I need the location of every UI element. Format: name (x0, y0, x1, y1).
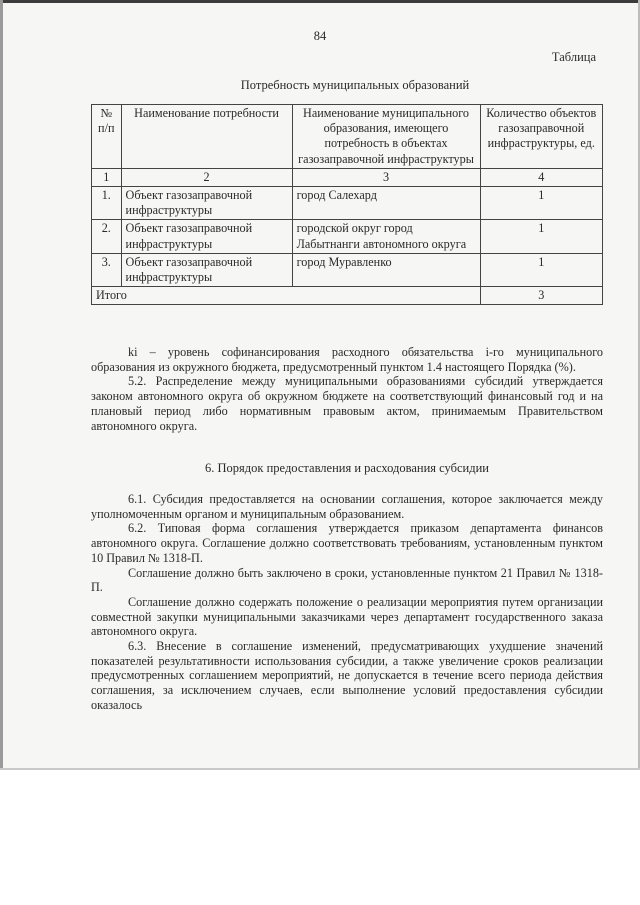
section-title: 6. Порядок предоставления и расходования субсидии (205, 461, 489, 475)
text-block-top (91, 345, 603, 433)
table-caption: Таблица (551, 50, 596, 64)
table-total-row (92, 287, 603, 305)
column-number: 4 (480, 168, 603, 186)
row-municipality: город Муравленко (292, 253, 480, 286)
paragraph-joint-purchase: Соглашение должно содержать положение о реализации мероприятия путем организации совместной закупки муниципальными заказчиками через департамент государственного заказа автономного округа. (91, 594, 603, 639)
column-number: 3 (292, 168, 480, 186)
row-need: Объект газозаправочной инфраструктуры (121, 187, 292, 220)
row-count: 1 (480, 220, 603, 253)
column-number-row (92, 168, 603, 186)
page-number: 84 (313, 29, 327, 43)
header-num: № п/п (92, 105, 122, 169)
row-num: 2. (92, 220, 122, 253)
header-municipality: Наименование муниципального образования, имеющего потребность в объектах газозаправочной инфраструктуры (292, 105, 480, 169)
table-row (92, 220, 603, 253)
scan-edge-bottom (0, 768, 640, 770)
table-title: Потребность муниципальных образований (240, 78, 470, 92)
needs-table (91, 104, 603, 305)
paragraph-coefficient: ki – уровень софинансирования расходного обязательства i-го муниципального образования из окружного бюджета, предусмотренный пунктом 1.4 настоящего Порядка (%). (91, 345, 603, 374)
row-need: Объект газозаправочной инфраструктуры (121, 253, 292, 286)
row-num: 3. (92, 253, 122, 286)
table-row (92, 253, 603, 286)
header-need: Наименование потребности (121, 105, 292, 169)
paragraph-6-2: 6.2. Типовая форма соглашения утверждается приказом департамента финансов автономного округа. Соглашение должно соответствовать требованиям, установленным пунктом 10 Правил № 1318-П. (91, 521, 603, 565)
column-number: 1 (92, 168, 122, 186)
total-value: 3 (480, 287, 603, 305)
paragraph-6-1: 6.1. Субсидия предоставляется на основании соглашения, которое заключается между уполномоченным органом и муниципальным образованием. (91, 492, 603, 521)
table-header-row (92, 105, 603, 169)
row-need: Объект газозаправочной инфраструктуры (121, 220, 292, 253)
paragraph-6-3: 6.3. Внесение в соглашение изменений, предусматривающих ухудшение значений показателей результативности использования субсидии, а также увеличение сроков реализации предусмотренных соглашением мероприятий, не допускается в течение всего периода действия соглашения, за исключением случаев, если выполнение условий предоставления субсидии оказалось (91, 639, 603, 712)
row-municipality: городской округ город Лабытнанги автономного округа (292, 220, 480, 253)
paragraph-5-2: 5.2. Распределение между муниципальными образованиями субсидий утверждается законом автономного округа об окружном бюджете на соответствующий финансовый год и на плановый период либо нормативным правовым актом, принимаемым Правительством автономного округа. (91, 374, 603, 433)
row-municipality: город Салехард (292, 187, 480, 220)
row-num: 1. (92, 187, 122, 220)
text-block-bottom (91, 492, 603, 713)
column-number: 2 (121, 168, 292, 186)
header-count: Количество объектов газозаправочной инфраструктуры, ед. (480, 105, 603, 169)
scan-edge-left (0, 0, 3, 770)
paragraph-deadline: Соглашение должно быть заключено в сроки, установленные пунктом 21 Правил № 1318-П. (91, 565, 603, 595)
scan-edge-top (0, 0, 640, 3)
total-label: Итого (92, 287, 481, 305)
row-count: 1 (480, 187, 603, 220)
row-count: 1 (480, 253, 603, 286)
table-row (92, 187, 603, 220)
